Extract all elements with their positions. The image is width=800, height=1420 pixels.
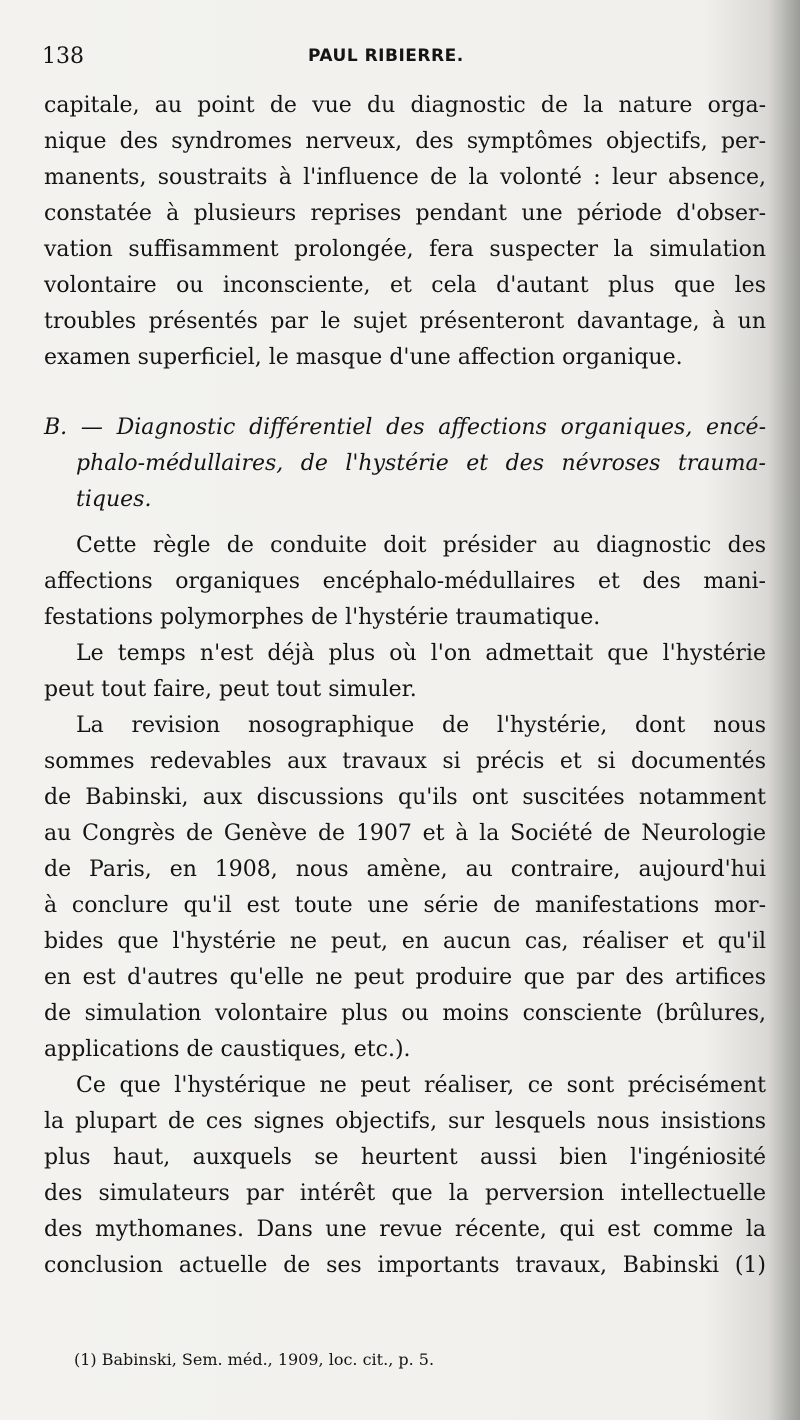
spacer: [44, 376, 766, 410]
text-line: Cette règle de conduite doit présider au diagnostic des: [76, 533, 766, 558]
text-line: bides que l'hystérie ne peut, en aucun cas, réaliser et qu'il: [44, 929, 766, 954]
text-line: festations polymorphes de l'hystérie traumatique.: [44, 605, 601, 630]
text-line: nique des syndromes nerveux, des symptômes objectifs, per-: [44, 129, 766, 154]
page-header: [42, 44, 740, 78]
text-line: Le temps n'est déjà plus où l'on admettait que l'hystérie: [76, 641, 766, 666]
text-line: en est d'autres qu'elle ne peut produire que par des artifices: [44, 965, 766, 990]
text-line: peut tout faire, peut tout simuler.: [44, 677, 417, 702]
text-line: des mythomanes. Dans une revue récente, qui est comme la: [44, 1217, 766, 1242]
footnote: (1) Babinski, Sem. méd., 1909, loc. cit., p. 5.: [74, 1350, 435, 1369]
text-line: à conclure qu'il est toute une série de manifestations mor-: [44, 893, 766, 918]
text-line: conclusion actuelle de ses importants travaux, Babinski (1): [44, 1253, 766, 1278]
text-line: examen superficiel, le masque d'une affection organique.: [44, 345, 683, 370]
heading-line: tiques.: [76, 487, 152, 512]
heading-line: phalo-médullaires, de l'hystérie et des névroses trauma-: [76, 451, 766, 476]
paragraph-2: [44, 528, 766, 636]
text-line: plus haut, auxquels se heurtent aussi bien l'ingéniosité: [44, 1145, 766, 1170]
text-line: affections organiques encéphalo-médullaires et des mani-: [44, 569, 766, 594]
text-line: de Paris, en 1908, nous amène, au contraire, aujourd'hui: [44, 857, 766, 882]
text-line: de Babinski, aux discussions qu'ils ont suscitées notamment: [44, 785, 766, 810]
paragraph-4: [44, 708, 766, 1068]
text-line: troubles présentés par le sujet présenteront davantage, à un: [44, 309, 766, 334]
page-number: 138: [42, 44, 84, 69]
text-line: volontaire ou inconsciente, et cela d'autant plus que les: [44, 273, 766, 298]
text-line: Ce que l'hystérique ne peut réaliser, ce sont précisément: [76, 1073, 766, 1098]
text-line: sommes redevables aux travaux si précis et si documentés: [44, 749, 766, 774]
text-line: capitale, au point de vue du diagnostic de la nature orga-: [44, 93, 766, 118]
spacer: [44, 518, 766, 528]
paragraph-1: [44, 88, 766, 376]
heading-line: B. — Diagnostic différentiel des affections organiques, encé-: [44, 415, 766, 440]
running-title: PAUL RIBIERRE.: [308, 46, 464, 66]
text-line: au Congrès de Genève de 1907 et à la Société de Neurologie: [44, 821, 766, 846]
text-line: de simulation volontaire plus ou moins consciente (brûlures,: [44, 1001, 766, 1026]
text-line: des simulateurs par intérêt que la perversion intellectuelle: [44, 1181, 766, 1206]
text-line: vation suffisamment prolongée, fera suspecter la simulation: [44, 237, 766, 262]
text-line: la plupart de ces signes objectifs, sur lesquels nous insistions: [44, 1109, 766, 1134]
text-line: La revision nosographique de l'hystérie, dont nous: [76, 713, 766, 738]
section-heading: [44, 410, 766, 518]
text-line: applications de caustiques, etc.).: [44, 1037, 411, 1062]
body-text: [44, 88, 766, 1284]
text-line: manents, soustraits à l'influence de la volonté : leur absence,: [44, 165, 766, 190]
text-line: constatée à plusieurs reprises pendant une période d'obser-: [44, 201, 766, 226]
paragraph-5: [44, 1068, 766, 1284]
paragraph-3: [44, 636, 766, 708]
